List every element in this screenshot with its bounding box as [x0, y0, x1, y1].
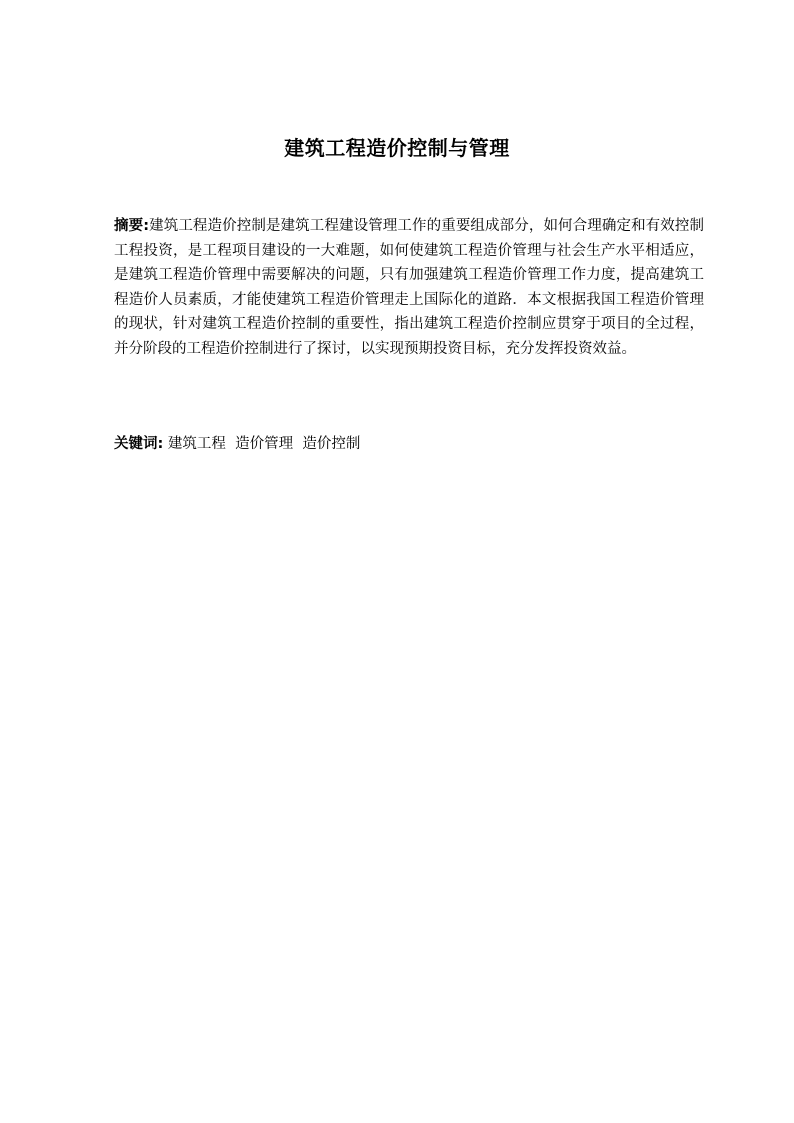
keywords-label: 关键词: — [114, 436, 164, 452]
keywords-text: 建筑工程 造价管理 造价控制 — [163, 436, 361, 452]
document-title: 建筑工程造价控制与管理 — [284, 136, 510, 160]
abstract-paragraph — [114, 214, 704, 362]
abstract-label: 摘要: — [114, 218, 150, 234]
keywords-line — [114, 432, 704, 456]
abstract-text: 建筑工程造价控制是建筑工程建设管理工作的重要组成部分，如何合理确定和有效控制工程投资，是工程项目建设的一大难题，如何使建筑工程造价管理与社会生产水平相适应，是建筑工程造价管理中需要解决的问题，只有加强建筑工程造价管理工作力度，提高建筑工程造价人员素质，才能使建筑工程造价管理走上国际化的道路．本文根据我国工程造价管理的现状，针对建筑工程造价控制的重要性，指出建筑工程造价控制应贯穿于项目的全过程，并分阶段的工程造价控制进行了探讨，以实现预期投资目标，充分发挥投资效益。 — [114, 218, 704, 357]
